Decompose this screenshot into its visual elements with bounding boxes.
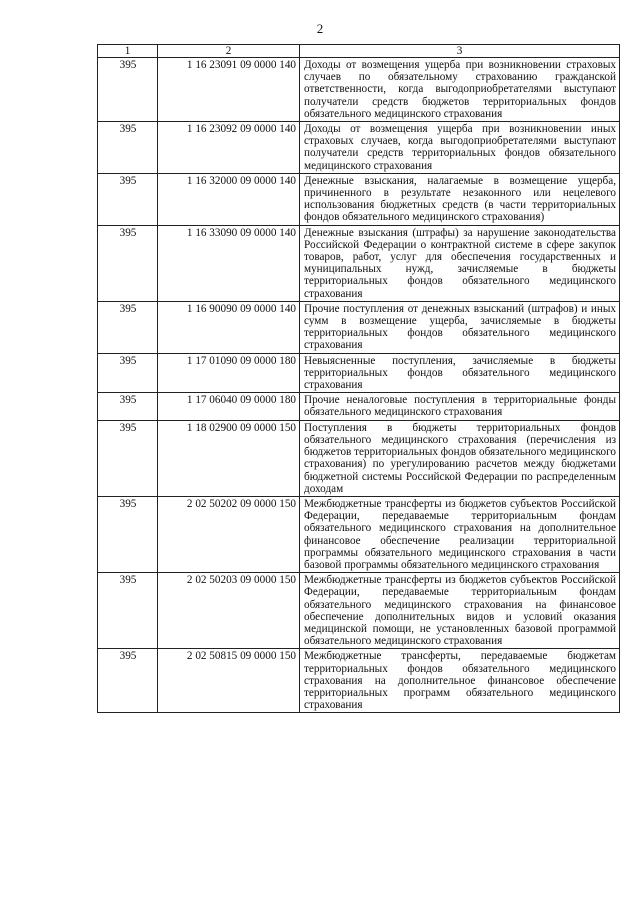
- admin-code-cell: 395: [98, 393, 158, 420]
- table-row: [98, 393, 620, 420]
- table-row: [98, 573, 620, 649]
- column-header-1: 1: [98, 45, 158, 58]
- table-row: [98, 122, 620, 174]
- table-row: [98, 301, 620, 353]
- revenue-name-cell: Прочие неналоговые поступления в территориальные фонды обязательного медицинского страхования: [300, 393, 620, 420]
- revenue-code-cell: 1 18 02900 09 0000 150: [158, 420, 300, 496]
- table-row: [98, 353, 620, 393]
- revenue-code-cell: 2 02 50203 09 0000 150: [158, 573, 300, 649]
- admin-code-cell: 395: [98, 353, 158, 393]
- admin-code-cell: 395: [98, 420, 158, 496]
- column-header-3: 3: [300, 45, 620, 58]
- revenue-name-cell: Межбюджетные трансферты из бюджетов субъектов Российской Федерации, передаваемые территориальным фондам обязательного медицинского страхования на дополнительное финансовое обеспечение реализации территориальной программы обязательного медицинского страхования в части базовой программы обязательного медицинского страхования: [300, 496, 620, 572]
- table-row: [98, 649, 620, 713]
- table-row: [98, 496, 620, 572]
- admin-code-cell: 395: [98, 173, 158, 225]
- table-row: [98, 225, 620, 301]
- table-header-row: [98, 45, 620, 58]
- table-row: [98, 58, 620, 122]
- admin-code-cell: 395: [98, 225, 158, 301]
- revenue-code-cell: 2 02 50815 09 0000 150: [158, 649, 300, 713]
- revenue-code-cell: 1 16 33090 09 0000 140: [158, 225, 300, 301]
- revenue-code-cell: 2 02 50202 09 0000 150: [158, 496, 300, 572]
- revenue-name-cell: Доходы от возмещения ущерба при возникновении страховых случаев по обязательному страхованию гражданской ответственности, когда выгодоприобретателями выступают получатели средств бюджетов территориальных фондов обязательного медицинского страхования: [300, 58, 620, 122]
- admin-code-cell: 395: [98, 58, 158, 122]
- table-row: [98, 173, 620, 225]
- revenue-code-cell: 1 16 23092 09 0000 140: [158, 122, 300, 174]
- revenue-name-cell: Прочие поступления от денежных взысканий (штрафов) и иных сумм в возмещение ущерба, зачисляемые в бюджеты территориальных фондов обязательного медицинского страхования: [300, 301, 620, 353]
- revenue-name-cell: Денежные взыскания, налагаемые в возмещение ущерба, причиненного в результате незаконного или нецелевого использования бюджетных средств (в части территориальных фондов обязательного медицинского страхования): [300, 173, 620, 225]
- revenue-name-cell: Невыясненные поступления, зачисляемые в бюджеты территориальных фондов обязательного медицинского страхования: [300, 353, 620, 393]
- revenue-code-cell: 1 16 90090 09 0000 140: [158, 301, 300, 353]
- revenue-code-cell: 1 17 01090 09 0000 180: [158, 353, 300, 393]
- revenue-name-cell: Поступления в бюджеты территориальных фондов обязательного медицинского страхования (перечисления из бюджетов территориальных фондов обязательного медицинского страхования) по урегулированию расчетов между бюджетами бюджетной системы Российской Федерации по распределенным доходам: [300, 420, 620, 496]
- admin-code-cell: 395: [98, 649, 158, 713]
- table-row: [98, 420, 620, 496]
- revenue-name-cell: Доходы от возмещения ущерба при возникновении иных страховых случаев, когда выгодоприобретателями выступают получатели средств территориальных фондов обязательного медицинского страхования: [300, 122, 620, 174]
- column-header-2: 2: [158, 45, 300, 58]
- revenue-name-cell: Межбюджетные трансферты, передаваемые бюджетам территориальных фондов обязательного медицинского страхования на дополнительное финансовое обеспечение территориальных программ обязательного медицинского страхования: [300, 649, 620, 713]
- admin-code-cell: 395: [98, 573, 158, 649]
- revenue-code-cell: 1 16 23091 09 0000 140: [158, 58, 300, 122]
- revenue-code-cell: 1 17 06040 09 0000 180: [158, 393, 300, 420]
- revenue-codes-table: [97, 44, 620, 713]
- admin-code-cell: 395: [98, 301, 158, 353]
- revenue-name-cell: Межбюджетные трансферты из бюджетов субъектов Российской Федерации, передаваемые территориальным фондам обязательного медицинского страхования на финансовое обеспечение дополнительных видов и условий оказания медицинской помощи, не установленных базовой программой обязательного медицинского страхования: [300, 573, 620, 649]
- admin-code-cell: 395: [98, 122, 158, 174]
- admin-code-cell: 395: [98, 496, 158, 572]
- page-number: 2: [316, 21, 324, 36]
- revenue-name-cell: Денежные взыскания (штрафы) за нарушение законодательства Российской Федерации о контрактной системе в сфере закупок товаров, работ, услуг для обеспечения государственных и муниципальных нужд, зачисляемые в бюджеты территориальных фондов обязательного медицинского страхования: [300, 225, 620, 301]
- revenue-code-cell: 1 16 32000 09 0000 140: [158, 173, 300, 225]
